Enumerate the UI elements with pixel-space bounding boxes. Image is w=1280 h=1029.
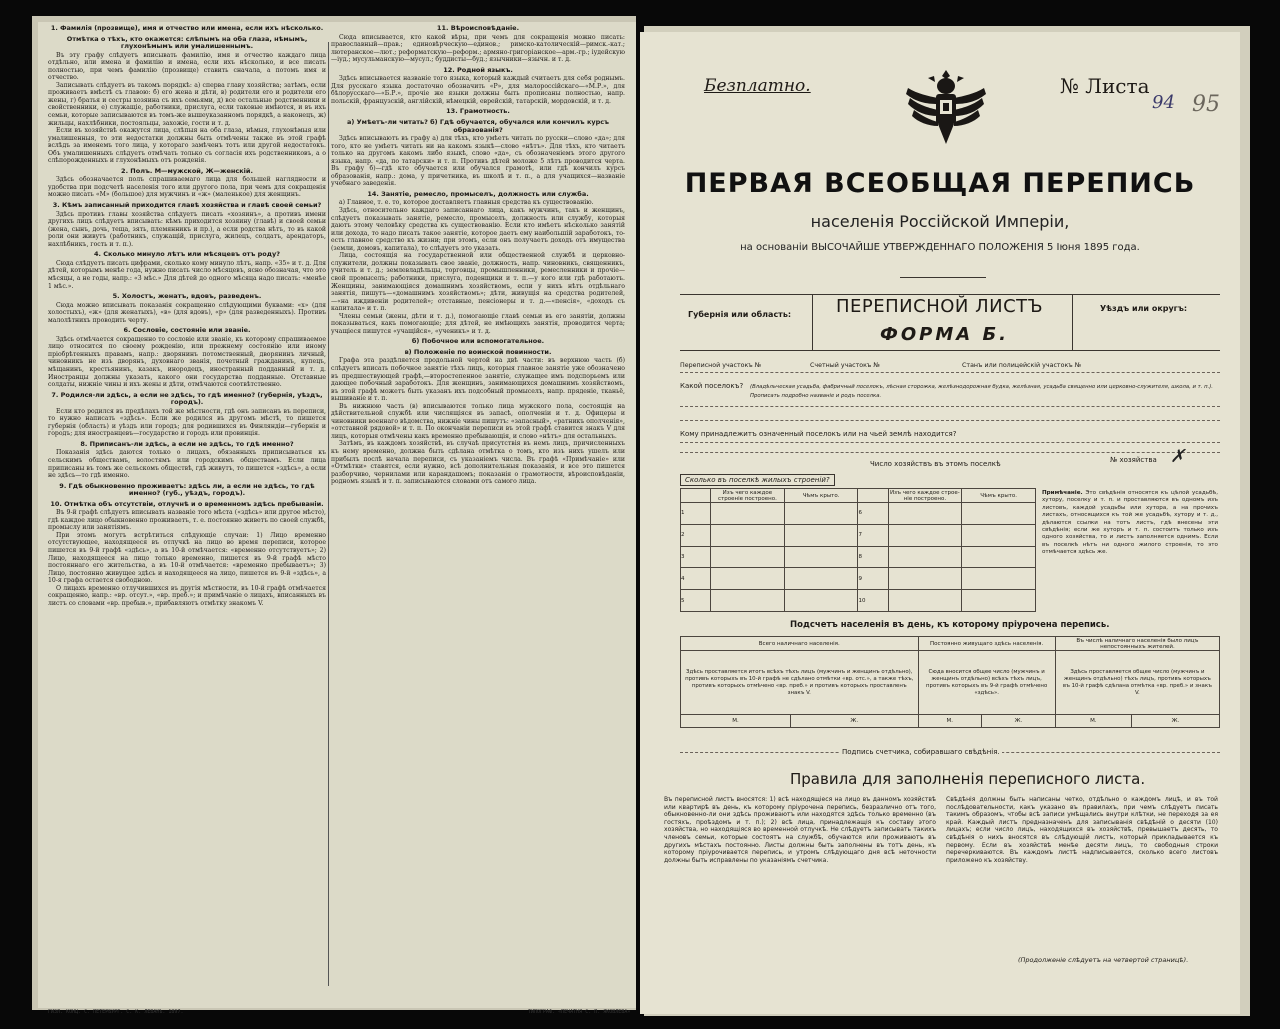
instruction-paragraph: Въ эту графу слѣдуетъ вписывать фамилію, имя и отчество каждаго лица отдѣльно, или имена и фамилію и имена, если ихъ нѣсколько, и все писать полностью, при чемъ фамилію (прозвище) ставить сначала, а потомъ имя и отчество. <box>48 51 326 82</box>
households-label: Число хозяйствъ въ этомъ поселкѣ <box>870 460 1001 468</box>
printer-note-left: ГИЗЛ. КОНЦ. С. ПЕТЕРБУРГ. С. К. ЛЕВАНЪ. 1897. <box>48 1009 184 1015</box>
instruction-heading: 4. Сколько минуло лѣтъ или мѣсяцевъ отъ роду? <box>94 250 280 259</box>
instruction-heading: 12. Родной языкъ. <box>443 65 513 74</box>
owner-line-2 <box>680 452 1220 453</box>
instruction-paragraph: Здѣсь обозначается полъ спрашиваемаго лица для большей наглядности и удобства при подсчетѣ населенія того или другого пола, при чемъ для сокращенія можно писать «М» (большое) для мужчинъ и «ж» (маленькое) для женщинъ. <box>48 176 326 199</box>
imperial-eagle-icon <box>898 64 994 150</box>
instruction-paragraph: Здѣсь, относительно каждаго записаннаго лица, какъ мужчинъ, такъ и женщинъ, слѣдуетъ показывать занятіе, ремесло, промыселъ, должность или службу, которыя даютъ этому человѣку средства къ существованію. Если кто имѣетъ нѣсколько занятій или дохода, то надо писать такое занятіе, которое даетъ ему наибольшій заработокъ, то-есть главное средство къ жизни; при этомъ, если онъ получаетъ доходъ отъ имущества (земли, домовъ, капитала), то слѣдуетъ это указать. <box>331 207 625 252</box>
owner-question: Кому принадлежитъ означенный поселокъ или на чьей землѣ находится? <box>680 430 957 438</box>
rules-title: Правила для заполненія переписного листа. <box>790 770 1146 788</box>
header-roof-2: Чѣмъ крыто. <box>962 489 1036 503</box>
tally-m-present: М. <box>681 714 791 727</box>
instructions-column-left <box>48 22 326 982</box>
instruction-heading: 9. Гдѣ обыкновенно проживаетъ: здѣсь ли, а если не здѣсь, то гдѣ именно? (губ., уѣздъ, городъ). <box>59 481 315 498</box>
instruction-paragraph: Показанія здѣсь даются только о лицахъ, обязанныхъ приписываться къ сельскимъ обществамъ, волостямъ или городскимъ обществамъ. Если лица приписаны въ томъ же сельскомъ обществѣ, гдѣ живутъ, то пишется «здѣсь», а если не здѣсь—то гдѣ именно. <box>48 449 326 480</box>
table-row-num: 9 <box>858 568 888 590</box>
settlement-question: Какой поселокъ? <box>680 382 744 390</box>
table-row-num: 2 <box>681 524 711 546</box>
settlement-line-1 <box>680 406 1220 407</box>
instruction-heading: Отмѣтка о тѣхъ, кто окажется: слѣпымъ на оба глаза, нѣмымъ, глухонѣмымъ или умалишеннымъ. <box>66 34 308 51</box>
header-roof: Чѣмъ крыто. <box>784 489 858 503</box>
continued-note: (Продолженіе слѣдуетъ на четвертой страницѣ). <box>1018 956 1189 964</box>
settlement-hint: (Владѣльческая усадьба, фабричный поселокъ, лѣсная сторожка, желѣзнодорожная будка, желѣзная, усадьба священно или церковно-служителя, школа, и т. п.). Прописать подробно названіе и родъ поселка. <box>750 384 1213 399</box>
instruction-heading: 3. Кѣмъ записанный приходится главѣ хозяйства и главѣ своей семьи? <box>52 201 322 210</box>
instruction-paragraph: Если кто родился въ предѣлахъ той же мѣстности, гдѣ онъ записанъ въ переписи, то нужно написать «здѣсь». Если же родился въ другомъ мѣстѣ, то пишется губернія (область) и уѣздъ или городъ; для родившихся въ Финляндіи—губернія и городъ; для иностранцевъ—государство и городъ или провинція. <box>48 407 326 438</box>
counting-field-label: Счетный участокъ № <box>810 362 880 369</box>
instruction-heading: б) Побочное или вспомогательное. <box>411 337 545 346</box>
instruction-heading: а) Умѣетъ-ли читать? б) Гдѣ обучается, обучался или кончилъ курсъ образованія? <box>347 118 609 134</box>
instruction-heading: 13. Грамотность. <box>446 107 510 116</box>
instruction-paragraph: Въ нижнюю часть (в) вписываются только лица мужского пола, состоящія на дѣйствительной службѣ или числящіяся въ запасѣ, ополченіи и т. д. Офицеры и чиновники военнаго вѣдомства, нижніе чины пишутъ: «запасный», «ратникъ ополченія», «отставной рядовой» и т. п. По окончаніи переписи въ этой графѣ ставится знакъ V для лицъ, которыя отмѣчены какъ временно пребывающія, и слово «нѣтъ» для остальныхъ. <box>331 402 625 440</box>
census-form-page <box>640 32 1240 1014</box>
household-no-label: № хозяйства <box>1110 456 1157 464</box>
free-label: Безплатно. <box>704 76 811 96</box>
instruction-paragraph: Здѣсь отмѣчается сокращенно то сословіе или званіе, къ которому спрашиваемое лицо относится по своему рожденію, или прежнему состоянію или иному пріобрѣтенныхъ правамъ, напр.: дворянинъ потомственный, дворянинъ личный, чиновникъ не изъ дворянъ, духовнаго званія, почетный гражданинъ, купецъ, мѣщанинъ, крестьянинъ, казакъ, инородецъ, иностранный подданный и т. д. Иностранцы должны указать, какого они государства подданные. Отставные солдаты, нижніе чины и ихъ жены и дѣти, отмѣчаются соотвѣтственно. <box>48 335 326 389</box>
tally-m-permanent: М. <box>918 714 982 727</box>
form-code: ФОРМА Б. <box>880 324 1010 345</box>
instruction-paragraph: Сюда вписывается, кто какой вѣры, при чемъ для сокращенія можно писать: православный—прав.; единовѣрческую—единов.; римско-католическій—римск.-кат.; лютеранское—лют.; реформатскую—реформ.; армяно-григоріанское—арм.-гр.; іудейскую—іуд.; мусульманскую—мусул.; буддисты—буд.; язычники—язычн. и т. д. <box>331 33 625 64</box>
instruction-paragraph: Въ 9-й графѣ слѣдуетъ вписывать названіе того мѣста («здѣсь» или другое мѣсто), гдѣ каждое лицо обыкновенно проживаетъ, т. е. постоянно живетъ по своей службѣ, промыслу или занятіямъ. <box>48 509 326 532</box>
collector-sign-label: Подпись счетчика, собиравшаго свѣдѣнія. <box>842 748 1000 756</box>
instruction-heading: 10. Отмѣтка объ отсутствіи, отлучнѣ и о временномъ здѣсь пребываніи. <box>50 499 324 508</box>
header-material: Изъ чего каждое строеніе построено. <box>711 489 785 503</box>
province-label: Губернія или область: <box>688 310 792 319</box>
tally-title: Подсчетъ населенія въ день, къ которому пріурочена перепись. <box>790 620 1110 630</box>
district-field-label: Переписной участокъ № <box>680 362 762 369</box>
table-row-num: 3 <box>681 546 711 568</box>
sheet-number-label: № Листа <box>1060 74 1150 98</box>
instruction-heading: 11. Вѣроисповѣданіе. <box>436 24 520 32</box>
tally-zh-present: Ж. <box>791 714 918 727</box>
tally-head-permanent: Постоянно живущаго здѣсь населенія. <box>918 637 1055 651</box>
buildings-label: Сколько въ поселкѣ жилыхъ строеній? <box>680 474 835 486</box>
header-material-2: Изъ чего каждое строе-ніе построено. <box>890 489 960 502</box>
instruction-paragraph: Здѣсь вписывается названіе того языка, который каждый считаетъ для себя роднымъ. Для русскаго языка достаточно обозначить «Р», для малороссійскаго—«М.Р.», для бѣлорусскаго—«Б.Р.», прочіе же языки должны быть прописаны полностью, напр. польскій, французскій, англійскій, нѣмецкій, еврейскій, татарскій, мордовскій, и т. д. <box>331 75 625 105</box>
county-label: Уѣздъ или округъ: <box>1100 304 1188 313</box>
buildings-note-text: Это свѣдѣнія относятся къ цѣлой усадьбѣ, хутору, поселку и т. п. и проставляются въ одномъ изъ листовъ, каждой усадьбы или хутора, а на прочихъ листахъ, относящихся къ той же усадьбѣ, хутору и т. д., дѣлаются ссылки на тотъ листъ, гдѣ внесены эти свѣдѣнія; если же хуторъ и т. п. состоитъ только изъ одного хозяйства, то и листъ заполняется однимъ. Если въ поселкѣ нѣтъ ни одного жилого строенія, то это отмѣчается здѣсь же. <box>1042 490 1218 556</box>
tally-m-transient: М. <box>1055 714 1131 727</box>
table-row-num: 10 <box>858 590 888 612</box>
rules-column-right: Свѣдѣнія должны быть написаны четко, отдѣльно о каждомъ лицѣ, и въ той послѣдовательности, какъ указано въ правилахъ, при чемъ слѣдуетъ писать такимъ образомъ, чтобы всѣ записи умѣщались внутри клѣтки, не переходя за ея край. Каждый листъ предназначенъ для записыванія свѣдѣній о десяти (10) лицахъ; если число лицъ, находящихся въ хозяйствѣ, превышаетъ десять, то свѣдѣнія о нихъ вносятся въ слѣдующій листъ, который прикладывается къ первому. Если въ хозяйствѣ менѣе десяти лицъ, то свободныя строки перечеркиваются. Въ каждомъ листѣ надписывается, сколько всего листовъ приложено къ хозяйству. <box>946 796 1218 864</box>
tally-head-present: Всего наличнаго населенія. <box>681 637 919 651</box>
instruction-paragraph: Здѣсь вписываютъ въ графу а) для тѣхъ, кто умѣетъ читать по русски—слово «да»; для того, кто не умѣетъ читать ни на какомъ языкѣ—слово «нѣтъ». Для тѣхъ, кто читаетъ только на другомъ какомъ либо языкѣ, слово «да», съ обозначеніемъ этого другого языка, напр. «да, по татарски» и т. п. Противъ дѣтей моложе 5 лѣтъ проводится черта. Въ графу б)—гдѣ кто обучается или обучался грамотѣ, или гдѣ кончилъ курсъ образованія, напр.: дома, у причетника, въ школѣ и т. п., а для учащихся—названіе учебнаго заведенія. <box>331 135 625 188</box>
tally-head-transient: Въ числѣ наличнаго населенія было лицъ непостоянныхъ жителей. <box>1055 637 1219 651</box>
instruction-paragraph: Здѣсь противъ главы хозяйства слѣдуетъ писать «хозяинъ», а противъ имени другихъ лицъ слѣдуетъ вписывать: кѣмъ приходится хозяину (главѣ) и своей семьи (жена, сынъ, дочь, теща, зять, племянникъ и пр.), а если родства нѣтъ, то въ какой роли они живутъ (работникъ, служащій, прислуга, жилецъ, солдатъ, арендаторъ, нахлѣбникъ, гость и т. п.). <box>48 210 326 248</box>
instruction-paragraph: Затѣмъ, въ каждомъ хозяйствѣ, въ случаѣ присутствія въ немъ лицъ, причисленныхъ къ нему временно, должна быть сдѣлана отмѣтка о томъ, кто изъ нихъ ушелъ или прибылъ послѣ начала переписи, съ указаніемъ числа. Въ графѣ «Примѣчаніе» или «Отмѣтки» ставятся, если нужно, всѣ дополнительныя показанія, и все это пишется разборчиво, чернилами или карандашомъ; показанія о грамотности, вѣроисповѣданіи, родномъ языкѣ и т. п. записываются словами отъ самого лица. <box>331 440 625 486</box>
instruction-paragraph: Графа эта раздѣляется продольной чертой на двѣ части: въ верхнюю часть (б) слѣдуетъ вписать побочное занятіе тѣхъ лицъ, которыя главное занятіе уже обозначено въ предшествующей графѣ,—второстепенное занятіе, служащее имъ подспорьемъ или дающее побочный заработокъ. Для женщинъ, занимающихся домашнимъ хозяйствомъ, въ этой графѣ можетъ быть указанъ ихъ подсобный промыселъ, напр. пряденіе, тканьё, вышиваніе и т. п. <box>331 357 625 403</box>
instruction-paragraph: Лица, состоящія на государственной или общественной службѣ и церковно-служители, должны показывать свое званіе, должность, напр. чиновникъ, священникъ, учитель и т. д.; землевладѣльцы, торговцы, промышленники, ремесленники и прочіе—свой промыселъ; работники, прислуга, поденщики и т. п.—у кого или гдѣ работаютъ. Женщины, занимающіяся домашнимъ хозяйствомъ, если у нихъ нѣтъ отдѣльнаго занятія, пишутъ—«домашнимъ хозяйствомъ»; дѣти, живущія на средства родителей,—«на иждивеніи родителей»; отставные, пенсіонеры и т. д.—«пенсія», «доходъ съ капитала» и т. п. <box>331 252 625 313</box>
column-divider <box>328 42 329 986</box>
census-title: ПЕРВАЯ ВСЕОБЩАЯ ПЕРЕПИСЬ <box>684 168 1196 199</box>
instruction-paragraph: Сюда можно вписывать показанія сокращенно слѣдующими буквами: «х» (для холостыхъ), «ж» (для женатыхъ), «в» (для вдовъ), «р» (для разведенныхъ). Противъ малолѣтнихъ проводить черту. <box>48 301 326 324</box>
title-rule <box>900 277 986 278</box>
buildings-note-title: Примѣчаніе. <box>1042 490 1083 496</box>
instruction-paragraph: Сюда слѣдуетъ писать цифрами, сколько кому минуло лѣтъ, напр. «35» и т. д. Для дѣтей, которымъ менѣе года, нужно писать число мѣсяцевъ, ясно обозначая, что это мѣсяцы, а не годы, напр.: «3 мѣс.» Для дѣтей до одного мѣсяца надо писать: «менѣе 1 мѣс.». <box>48 259 326 290</box>
household-no-handwritten: ✗ <box>1170 446 1186 467</box>
census-subtitle: населенія Россійской Имперіи, <box>810 212 1070 231</box>
instruction-heading: 1. Фамилія (прозвище), имя и отчество или имена, если ихъ нѣсколько. <box>50 24 324 32</box>
tally-text-transient: Здѣсь проставляется общее число (мужчинъ и женщинъ отдѣльно) тѣхъ лицъ, противъ которыхъ въ 10-й графѣ сдѣлана отмѣтка «вр. преб.» и знакъ V. <box>1055 651 1219 715</box>
printer-note-right: ТИПОГРАФ. «ПЕЧАТНЯ С. П. ЯКОВЛЕВА» <box>528 1009 631 1015</box>
instruction-heading: 8. Приписанъ-ли здѣсь, а если не здѣсь, то гдѣ именно? <box>80 439 294 448</box>
instruction-paragraph: Члены семьи (жены, дѣти и т. д.), помогающіе главѣ семьи въ его занятіи, должны показываться, какъ помогающіе; для дѣтей, не имѣющихъ занятія, проводится черта; учащіеся пишутся «учащійся», «ученикъ» и т. д. <box>331 312 625 335</box>
tally-table <box>680 636 1220 728</box>
rules-column-left: Въ переписной листъ вносятся: 1) всѣ находящіеся на лицо въ данномъ хозяйствѣ или квартирѣ въ день, къ которому пріурочена перепись, безразлично отъ того, обыкновенно-ли они здѣсь проживаютъ или находятся здѣсь только временно (въ гостяхъ, проѣздомъ и т. п.); 2) всѣ лица, принадлежащія къ составу этого хозяйства, но находящіяся во временной отлучкѣ. Не слѣдуетъ записывать такихъ членовъ семьи, которые состоятъ на службѣ, обучаются или проживаютъ въ другихъ мѣстахъ постоянно. Листы должны быть заполнены въ тотъ день, къ которому пріурочивается перепись, и утромъ слѣдующаго дня всѣ неточности должны быть исправлены по указаніямъ счетчика. <box>664 796 936 864</box>
header-box-left <box>812 294 813 350</box>
header-box-right <box>1072 294 1073 350</box>
tally-zh-transient: Ж. <box>1131 714 1219 727</box>
buildings-note <box>1042 490 1218 557</box>
buildings-table <box>680 488 1036 612</box>
table-row-num: 4 <box>681 568 711 590</box>
form-title: ПЕРЕПИСНОЙ ЛИСТЪ <box>836 296 1044 317</box>
instruction-heading: 5. Холостъ, женатъ, вдовъ, разведенъ. <box>112 292 262 301</box>
instruction-heading: 2. Полъ. М—мужской, Ж—женскій. <box>121 166 253 175</box>
sheet-number-handwritten: 94 <box>1152 92 1175 113</box>
instruction-heading: 6. Сословіе, состояніе или званіе. <box>123 326 251 335</box>
instructions-column-right <box>331 22 625 982</box>
instruction-paragraph: а) Главное, т. е. то, которое доставляетъ главныя средства къ существованію. <box>339 199 594 207</box>
table-row-num: 5 <box>681 590 711 612</box>
owner-line-1 <box>680 442 1220 443</box>
district-line <box>680 372 1220 373</box>
table-row-num: 1 <box>681 503 711 525</box>
instruction-heading: в) Положеніе по воинской повинности. <box>404 347 552 356</box>
tally-zh-permanent: Ж. <box>982 714 1056 727</box>
instruction-paragraph: При этомъ могутъ встрѣтиться слѣдующіе случаи: 1) Лицо временно отсутствующее, находящееся въ отлучкѣ на лицо во время переписи, которое пишется въ 9-й графѣ «здѣсь», а въ 10-й отмѣчается: «временно отсутствуетъ»; 2) Лицо, находящееся на лицо только временно, пишется въ 9-й графѣ мѣсто постояннаго его жительства, а въ 10-й отмѣчается: «временно пребываетъ»; 3) Лицо, постоянно живущее здѣсь и находящееся на лицо, пишется въ 9-й «здѣсь», а 10-я графа остается свободною. <box>48 531 326 585</box>
instruction-paragraph: Записывать слѣдуетъ въ такомъ порядкѣ: а) сперва главу хозяйства; затѣмъ, если проживаетъ вмѣстѣ съ главою: б) его жена и дѣти, в) родители его и родители его жены, г) братья и сестры хозяина съ ихъ семьями, д) все остальные родственники и свойственники, е) служащіе, работники, прислуга, если таковые имѣются, и въ ихъ семьи, которые записываются въ томъ-же вышеуказанномъ порядкѣ, а наконецъ, ж) жильцы, нахлѣбники, постояльцы, захожіе, гости и т. д. <box>48 81 326 127</box>
sheet-number-handwritten-alt: 95 <box>1192 92 1220 117</box>
table-row-num: 8 <box>858 546 888 568</box>
header-box-bottom <box>680 350 1220 351</box>
police-field-label: Станъ или полицейскій участокъ № <box>962 362 1082 369</box>
tally-text-present: Здѣсь проставляется итогъ всѣхъ тѣхъ лицъ (мужчинъ и женщинъ отдѣльно), противъ которыхъ въ 10-й графѣ не сдѣлано отмѣтки «вр. отс.», а также тѣхъ, противъ которыхъ отмѣчено «вр. преб.» и противъ которыхъ проставленъ знакъ V. <box>681 651 919 715</box>
census-basis: на основаніи ВЫСОЧАЙШЕ УТВЕРЖДЕННАГО ПОЛОЖЕНІЯ 5 Іюня 1895 года. <box>740 242 1140 253</box>
instruction-paragraph: О лицахъ временно отлучившихся въ другія мѣстности, въ 10-й графѣ отмѣчается сокращенно, напр.: «вр. отсут.», «вр. преб.»; и примѣчаніе о лицахъ, вписанныхъ въ листъ со словами «вр. пребыв.», прибавляютъ отмѣтку знакомъ V. <box>48 584 326 607</box>
table-row-num: 6 <box>858 503 888 525</box>
tally-text-permanent: Сюда вносится общее число (мужчинъ и женщинъ отдѣльно) всѣхъ тѣхъ лицъ, противъ которыхъ въ 9-й графѣ отмѣчено «здѣсь». <box>918 651 1055 715</box>
settlement-line-2 <box>680 420 1220 421</box>
instruction-paragraph: Если въ хозяйствѣ окажутся лица, слѣпыя на оба глаза, нѣмыя, глухонѣмыя или умалишенныя, то эти недостатки должны быть отмѣчены также въ этой графѣ вслѣдъ за именемъ того лица, у котораго замѣченъ тотъ или другой недостатокъ. Объ умалишенныхъ слѣдуетъ отмѣчать только съ согласія ихъ родственниковъ, а о слѣпорожденныхъ и глухонѣмыхъ отъ рожденія. <box>48 127 326 165</box>
instruction-heading: 7. Родился-ли здѣсь, а если не здѣсь, то гдѣ именно? (губернія, уѣздъ, городъ). <box>51 390 323 407</box>
header-box-top <box>680 294 1220 295</box>
table-row-num: 7 <box>858 524 888 546</box>
instruction-heading: 14. Занятіе, ремесло, промыселъ, должность или служба. <box>367 189 589 198</box>
